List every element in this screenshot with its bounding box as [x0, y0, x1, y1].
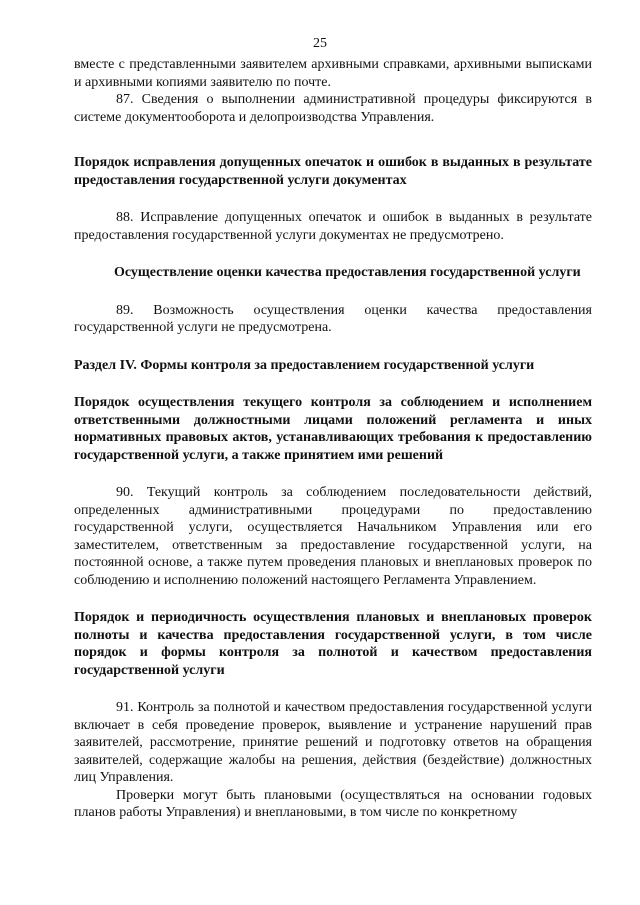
paragraph-87: 87. Сведения о выполнении административной процедуры фиксируются в системе документооборота и делопроизводства Управления. [74, 92, 592, 125]
paragraph-91: 91. Контроль за полнотой и качеством предоставления государственной услуги включает в себя проведение проверок, выявление и устранение нарушений прав заявителей, рассмотрение, принятие решений и подготовку ответов на обращения заявителей, содержащие жалобы на решения, действия (бездействие) должностных лиц Управления. [74, 700, 592, 785]
heading-current-control: Порядок осуществления текущего контроля за соблюдением и исполнением ответственными должностными лицами положений регламента и иных нормативных правовых актов, устанавливающих требования к предоставлению государственной услуги, а также принятием ими решений [74, 395, 592, 463]
paragraph-89: 89. Возможность осуществления оценки качества предоставления государственной услуги не предусмотрена. [74, 302, 592, 335]
heading-corrections: Порядок исправления допущенных опечаток и ошибок в выданных в результате предоставления государственной услуги документах [74, 155, 592, 188]
paragraph-continuation: вместе с представленными заявителем архивными справками, архивными выписками и архивными копиями заявителю по почте. [74, 57, 592, 90]
paragraph-88: 88. Исправление допущенных опечаток и ошибок в выданных в результате предоставления государственной услуги документах не предусмотрено. [74, 210, 592, 243]
document-body [74, 56, 592, 822]
paragraph-90: 90. Текущий контроль за соблюдением последовательности действий, определенных административными процедурами по предоставлению государственной услуги, осуществляется Начальником Управления или его заместителем, ответственным за предоставление государственной услуги, на постоянной основе, а также путем проведения плановых и внеплановых проверок по соблюдению и исполнению положений настоящего Регламента Управлением. [74, 485, 592, 588]
paragraph-inspections: Проверки могут быть плановыми (осуществляться на основании годовых планов работы Управления) и внеплановыми, в том числе по конкретному [74, 787, 592, 820]
heading-inspections: Порядок и периодичность осуществления плановых и внеплановых проверок полноты и качества предоставления государственной услуги, в том числе порядок и формы контроля за полнотой и качеством предоставления государственной услуги [74, 610, 592, 678]
page-number: 25 [313, 36, 327, 51]
section-iv-heading: Раздел IV. Формы контроля за предоставлением государственной услуги [74, 357, 535, 373]
heading-quality-assessment: Осуществление оценки качества предоставления государственной услуги [114, 265, 581, 280]
